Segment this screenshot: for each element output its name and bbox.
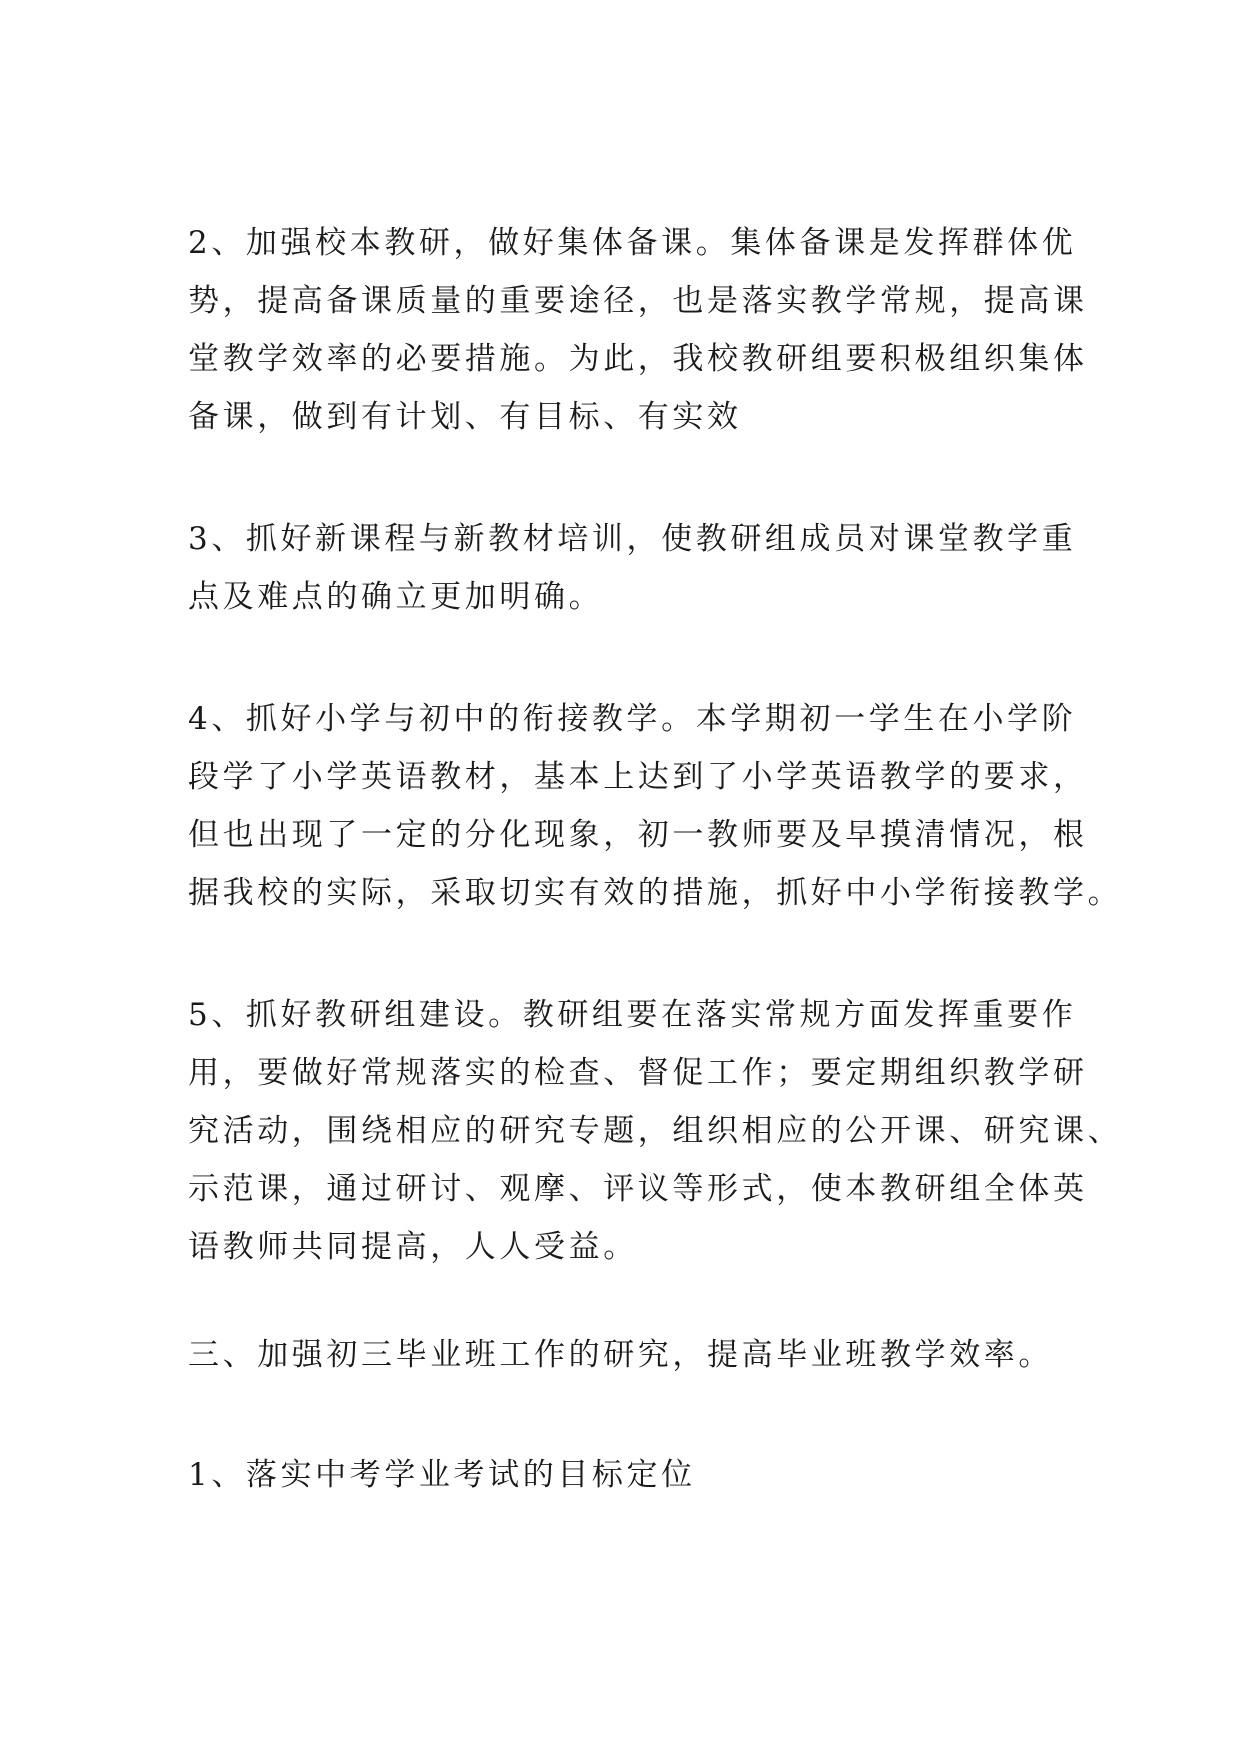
paragraph-collective-lesson-prep <box>188 214 1088 446</box>
paragraph-group-building <box>188 986 1123 1276</box>
paragraph-exam-target <box>188 1446 1068 1504</box>
text-line: 点及难点的确立更加明确。 <box>188 579 604 615</box>
text-line: 段学了小学英语教材，基本上达到了小学英语教学的要求， <box>188 759 1088 795</box>
text-line: 用，要做好常规落实的检查、督促工作；要定期组织教学研 <box>188 1055 1088 1091</box>
text-line: 三、加强初三毕业班工作的研究，提高毕业班教学效率。 <box>188 1337 1053 1373</box>
paragraph-new-curriculum-training <box>188 510 1077 626</box>
text-line: 5、抓好教研组建设。教研组要在落实常规方面发挥重要作 <box>188 997 1077 1033</box>
paragraph-transition-teaching <box>188 690 1123 922</box>
text-line: 1、落实中考学业考试的目标定位 <box>188 1457 696 1493</box>
text-line: 3、抓好新课程与新教材培训，使教研组成员对课堂教学重 <box>188 521 1077 557</box>
text-line: 堂教学效率的必要措施。为此，我校教研组要积极组织集体 <box>188 341 1088 377</box>
text-line: 示范课，通过研讨、观摩、评议等形式，使本教研组全体英 <box>188 1171 1088 1207</box>
text-line: 备课，做到有计划、有目标、有实效 <box>188 399 742 435</box>
text-line: 据我校的实际，采取切实有效的措施，抓好中小学衔接教学。 <box>188 875 1123 911</box>
text-line: 2、加强校本教研，做好集体备课。集体备课是发挥群体优 <box>188 225 1077 261</box>
text-line: 势，提高备课质量的重要途径，也是落实教学常规，提高课 <box>188 283 1088 319</box>
text-line: 4、抓好小学与初中的衔接教学。本学期初一学生在小学阶 <box>188 701 1077 737</box>
text-line: 语教师共同提高，人人受益。 <box>188 1229 638 1265</box>
text-line: 但也出现了一定的分化现象，初一教师要及早摸清情况，根 <box>188 817 1088 853</box>
section-heading-graduating-class <box>188 1326 1068 1384</box>
text-line: 究活动，围绕相应的研究专题，组织相应的公开课、研究课、 <box>188 1113 1123 1149</box>
